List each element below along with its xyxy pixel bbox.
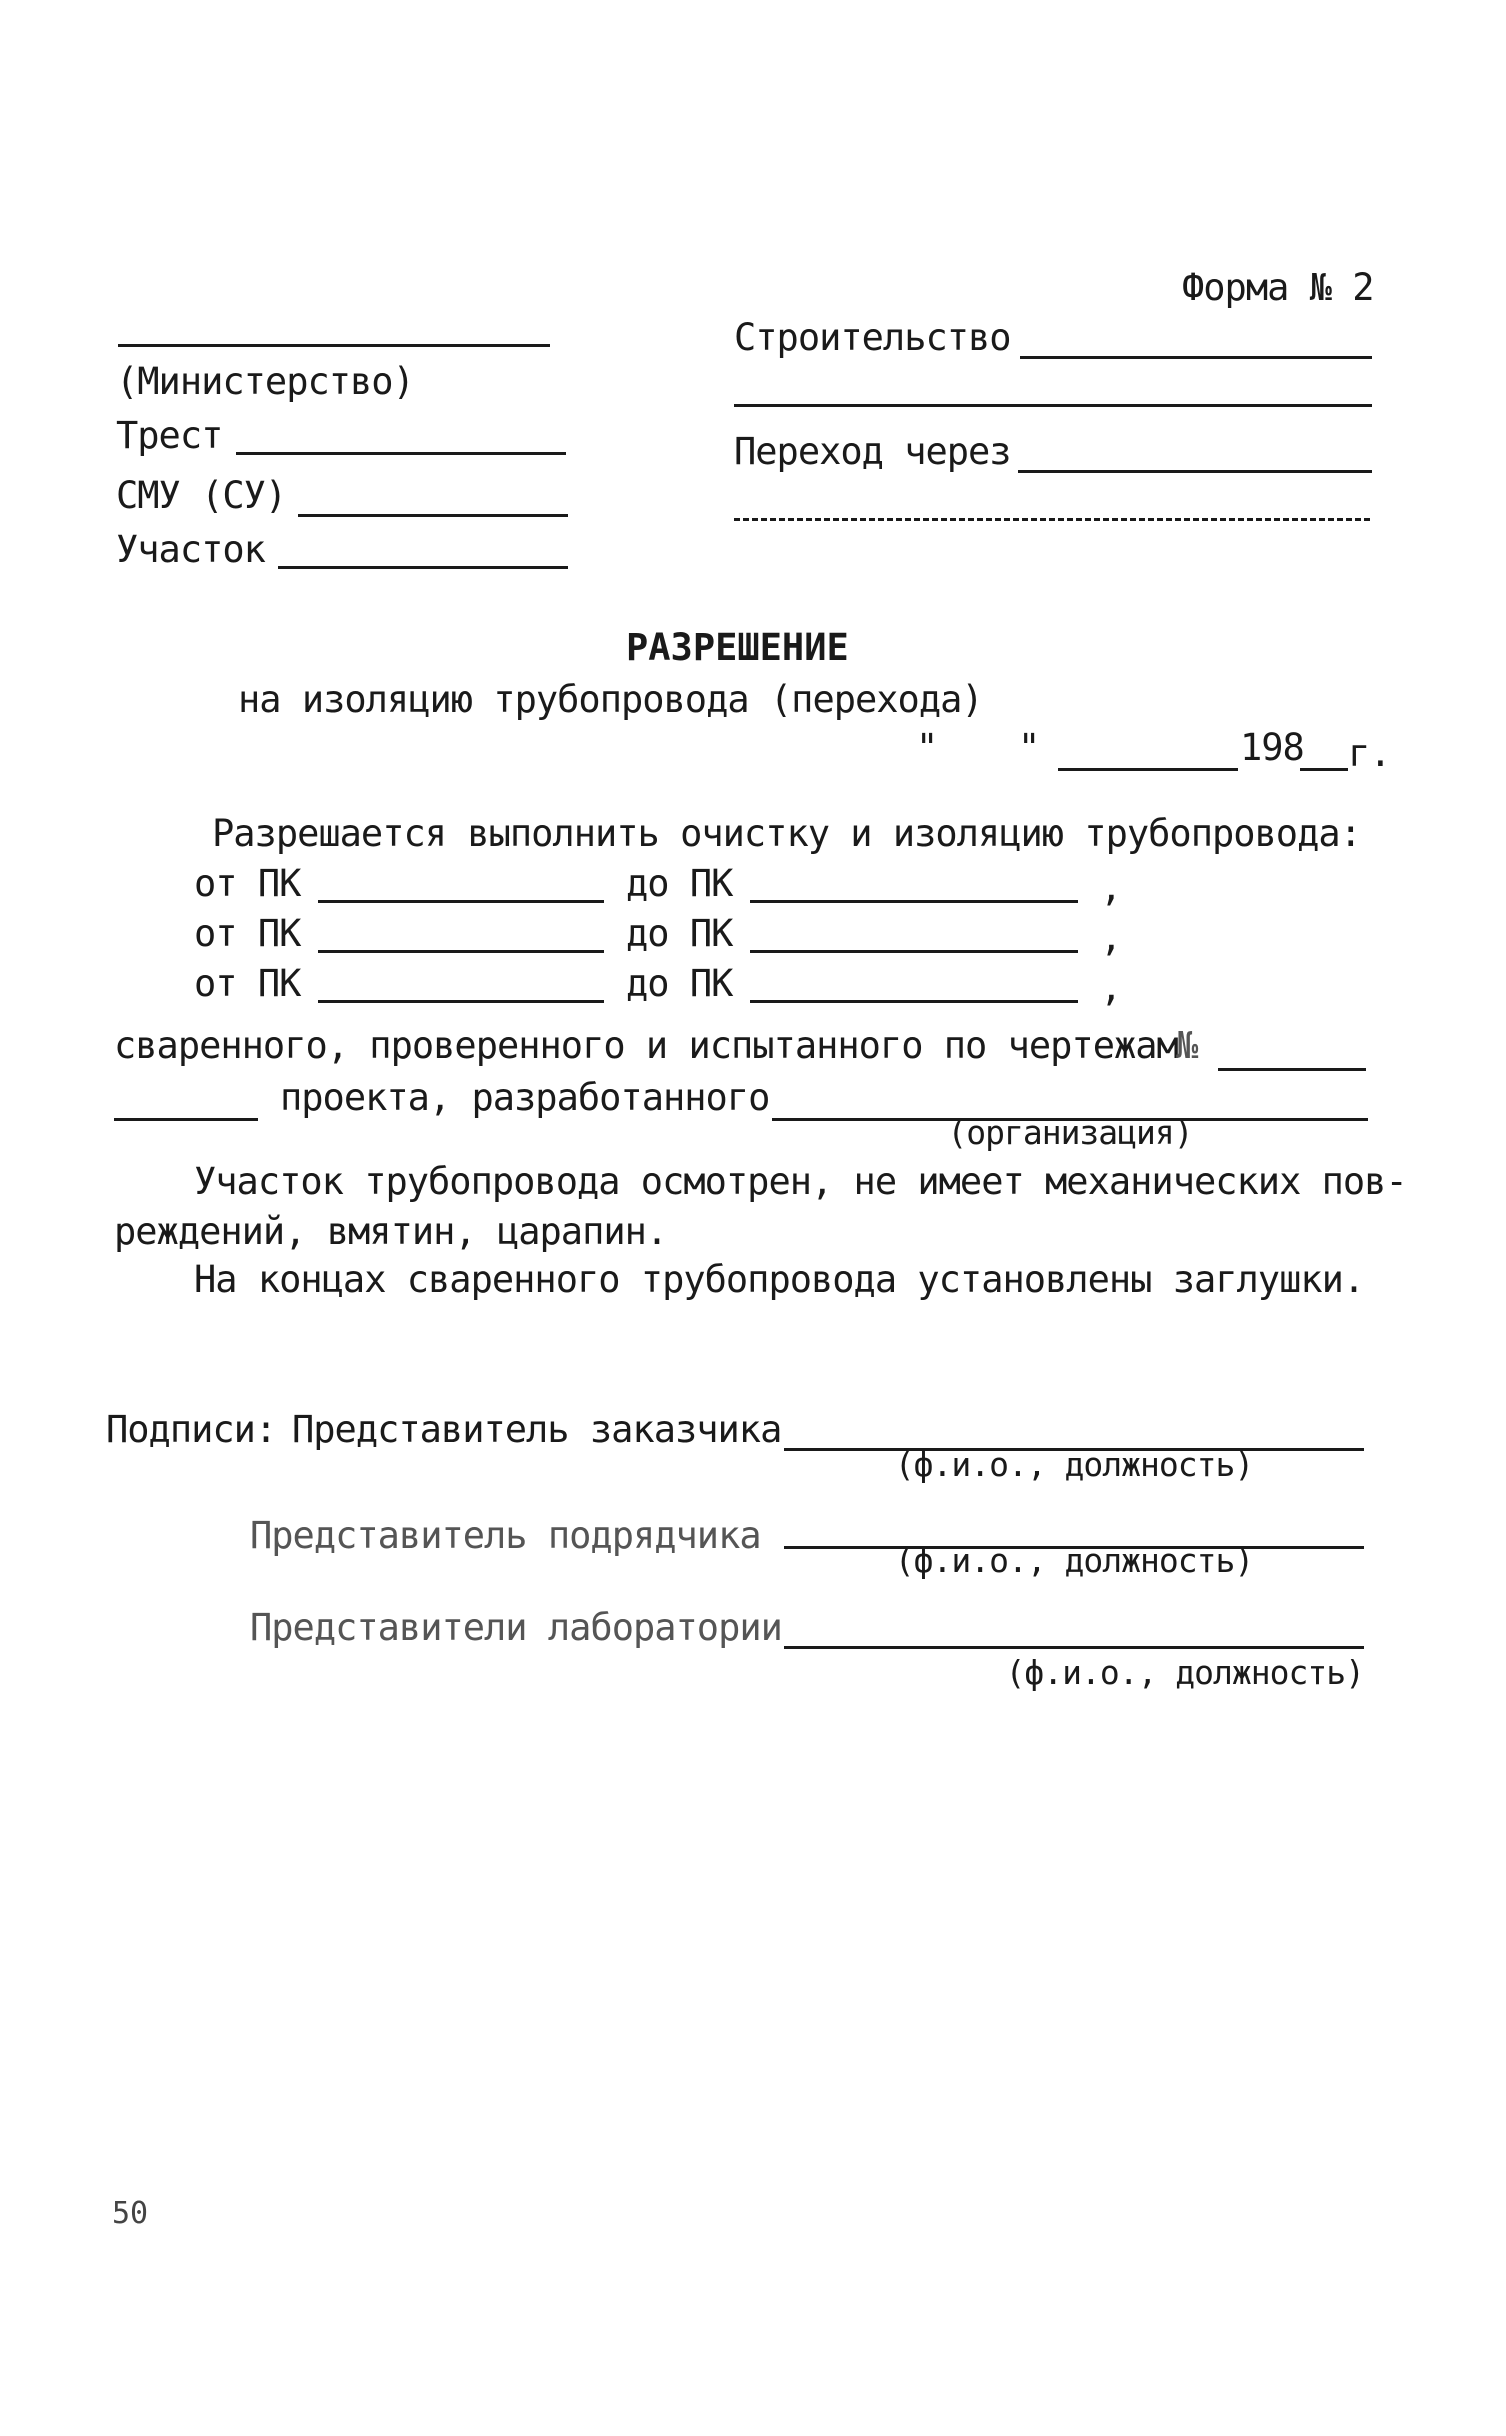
construction-line — [1020, 356, 1372, 359]
construction-label: Строительство — [734, 316, 1011, 359]
to-pk-label-3: до ПК — [626, 962, 733, 1005]
drawing-number-line — [1218, 1068, 1366, 1071]
document-title: РАЗРЕШЕНИЕ — [626, 626, 849, 669]
date-month-line — [1058, 768, 1238, 771]
section-label: Участок — [116, 528, 265, 571]
from-pk-label-2: от ПК — [194, 912, 301, 955]
customer-rep-caption: (ф.и.о., должность) — [894, 1445, 1254, 1484]
welded-text: сваренного, проверенного и испытанного по чертежам — [114, 1024, 1178, 1067]
lab-reps-label: Представители лаборатории — [250, 1606, 782, 1649]
date-year-line — [1300, 768, 1348, 771]
date-quote-close: " — [1018, 726, 1040, 769]
organization-caption: (организация) — [947, 1113, 1193, 1152]
number-sign: № — [1176, 1024, 1198, 1067]
crossing-label: Переход через — [734, 430, 1011, 473]
section-line — [278, 566, 568, 569]
from-pk-line-1 — [318, 900, 604, 903]
trust-label: Трест — [116, 414, 223, 457]
lab-reps-caption: (ф.и.о., должность) — [1005, 1653, 1364, 1692]
trust-line — [236, 452, 566, 455]
document-subtitle: на изоляцию трубопровода (перехода) — [238, 678, 983, 721]
to-pk-label-2: до ПК — [626, 912, 733, 955]
to-pk-label-1: до ПК — [626, 862, 733, 905]
form-label: Форма № 2 — [1182, 266, 1374, 309]
to-pk-line-1 — [750, 900, 1078, 903]
contractor-rep-caption: (ф.и.о., должность) — [894, 1541, 1254, 1580]
crossing-line — [1018, 470, 1372, 473]
ministry-caption: (Министерство) — [116, 360, 414, 403]
inspected-line-2: реждений, вмятин, царапин. — [114, 1210, 668, 1253]
permit-text: Разрешается выполнить очистку и изоляцию трубопровода: — [212, 812, 1361, 855]
signatures-label: Подписи: — [106, 1408, 277, 1451]
from-pk-line-3 — [318, 1000, 604, 1003]
pk-comma-3: , — [1100, 966, 1122, 1009]
ministry-line — [118, 344, 550, 347]
pk-comma-2: , — [1100, 916, 1122, 959]
crossing-line-2 — [734, 518, 1370, 521]
date-quote-open: " — [916, 726, 938, 769]
date-year-suffix: г. — [1348, 732, 1391, 775]
page-number: 50 — [112, 2196, 149, 2231]
contractor-rep-label: Представитель подрядчика — [250, 1514, 761, 1557]
from-pk-label-3: от ПК — [194, 962, 301, 1005]
customer-rep-label: Представитель заказчика — [292, 1408, 782, 1451]
date-year-prefix: 198 — [1240, 726, 1304, 769]
inspected-line-1: Участок трубопровода осмотрен, не имеет механических пов- — [194, 1160, 1407, 1203]
project-number-line — [114, 1118, 258, 1121]
pk-comma-1: , — [1100, 866, 1122, 909]
to-pk-line-3 — [750, 1000, 1078, 1003]
to-pk-line-2 — [750, 950, 1078, 953]
construction-line-2 — [734, 404, 1372, 407]
smu-line — [298, 514, 568, 517]
plugs-text: На концах сваренного трубопровода установлены заглушки. — [194, 1258, 1365, 1301]
lab-reps-line — [784, 1646, 1364, 1649]
smu-label: СМУ (СУ) — [116, 474, 287, 517]
from-pk-line-2 — [318, 950, 604, 953]
project-text: проекта, разработанного — [280, 1076, 770, 1119]
from-pk-label-1: от ПК — [194, 862, 301, 905]
